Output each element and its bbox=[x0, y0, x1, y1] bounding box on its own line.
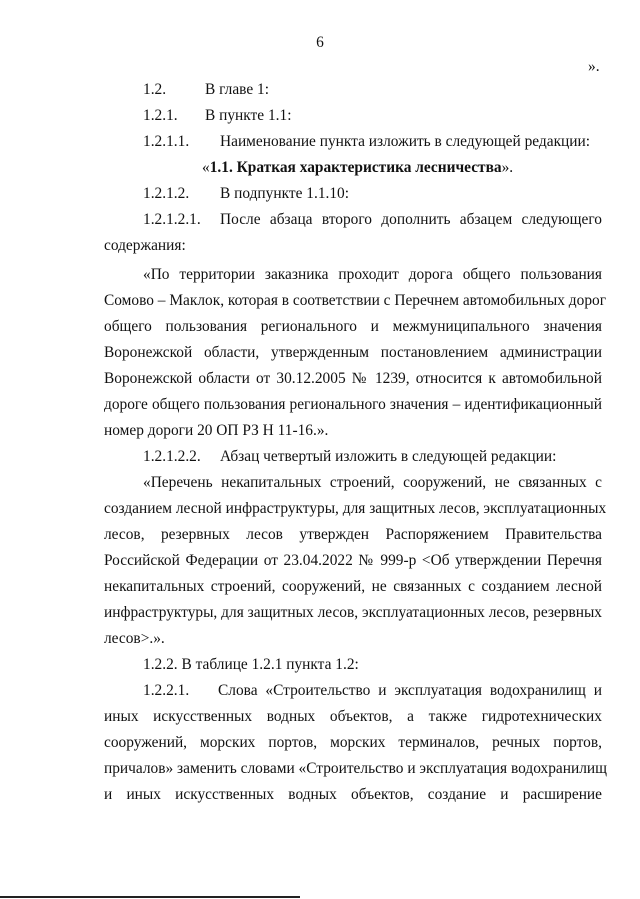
paragraph-line: созданием лесной инфраструктуры, для защитных лесов, эксплуатационных bbox=[104, 500, 607, 517]
item-1-2-1-text: В пункте 1.1: bbox=[205, 107, 292, 124]
item-1-2-2-1-number: 1.2.2.1. bbox=[143, 682, 190, 699]
continuation-line: содержания: bbox=[104, 237, 186, 254]
closing-quote-mark: ». bbox=[588, 58, 600, 75]
item-1-2-1-2-2-number: 1.2.1.2.2. bbox=[143, 448, 201, 465]
bold-heading-line bbox=[202, 158, 513, 178]
close-quote: ». bbox=[501, 159, 514, 176]
paragraph-line: Российской Федерации от 23.04.2022 № 999-р <Об утверждении Перечня bbox=[104, 552, 602, 569]
paragraph-line: «По территории заказника проходит дорога общего пользования bbox=[143, 266, 602, 283]
item-1-2-2-text: 1.2.2. В таблице 1.2.1 пункта 1.2: bbox=[143, 656, 359, 673]
section-title: 1.1. Краткая характеристика лесничества bbox=[209, 159, 502, 176]
item-1-2-1-2-1-text: После абзаца второго дополнить абзацем следующего bbox=[220, 211, 602, 228]
item-1-2-2-1-text: Слова «Строительство и эксплуатация водохранилищ и bbox=[218, 682, 602, 699]
paragraph-line: и иных искусственных водных объектов, создание и расширение bbox=[104, 786, 602, 803]
paragraph-line: Сомово – Маклок, которая в соответствии с Перечнем автомобильных дорог bbox=[104, 292, 607, 309]
paragraph-line: сооружений, морских портов, морских терминалов, речных портов, bbox=[104, 734, 602, 751]
item-1-2-1-2-text: В подпункте 1.1.10: bbox=[220, 185, 350, 202]
paragraph-line: иных искусственных водных объектов, а также гидротехнических bbox=[104, 708, 602, 725]
paragraph-line: причалов» заменить словами «Строительство и эксплуатация водохранилищ bbox=[104, 760, 607, 777]
bottom-edge-line bbox=[0, 896, 300, 898]
item-1-2-number: 1.2. bbox=[143, 81, 167, 98]
item-1-2-text: В главе 1: bbox=[205, 81, 269, 98]
paragraph-line: Воронежской области от 30.12.2005 № 1239, относится к автомобильной bbox=[104, 370, 602, 387]
paragraph-line: лесов>.». bbox=[104, 630, 165, 647]
paragraph-line: «Перечень некапитальных строений, сооружений, не связанных с bbox=[143, 474, 602, 491]
paragraph-line: лесов, резервных лесов утвержден Распоряжением Правительства bbox=[104, 526, 602, 543]
paragraph-line: общего пользования регионального и межмуниципального значения bbox=[104, 318, 602, 335]
paragraph-line: номер дороги 20 ОП РЗ Н 11-16.». bbox=[104, 422, 329, 439]
paragraph-line: инфраструктуры, для защитных лесов, эксплуатационных лесов, резервных bbox=[104, 604, 602, 621]
item-1-2-1-2-2-text: Абзац четвертый изложить в следующей редакции: bbox=[220, 448, 557, 465]
item-1-2-1-2-number: 1.2.1.2. bbox=[143, 185, 190, 202]
paragraph-line: дороге общего пользования регионального значения – идентификационный bbox=[104, 396, 602, 413]
item-1-2-1-number: 1.2.1. bbox=[143, 107, 178, 124]
paragraph-line: Воронежской области, утвержденным постановлением администрации bbox=[104, 344, 602, 361]
item-1-2-1-2-1-number: 1.2.1.2.1. bbox=[143, 211, 201, 228]
open-quote: « bbox=[202, 159, 210, 176]
paragraph-line: некапитальных строений, сооружений, не связанных с созданием лесной bbox=[104, 578, 602, 595]
item-1-2-1-1-text: Наименование пункта изложить в следующей редакции: bbox=[220, 133, 591, 150]
item-1-2-1-1-number: 1.2.1.1. bbox=[143, 133, 190, 150]
page-number: 6 bbox=[316, 34, 324, 51]
